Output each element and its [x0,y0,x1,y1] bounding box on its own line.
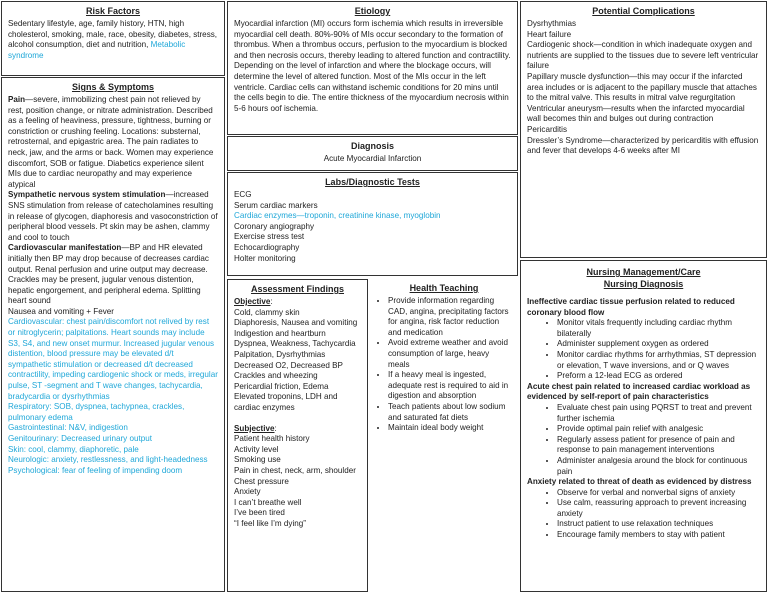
dx1-item: • Monitor cardiac rhythms for arrhythmias, ST depression or elevation, T wave inversions, and or Q waves [557,350,760,371]
dx3-item: • Encourage family members to stay with patient [557,530,760,541]
diagnosis-text: Acute Myocardial Infarction [323,154,422,163]
subjective-heading: Subjective: [234,423,277,433]
lab-item: Echocardiography [234,242,300,252]
nausea-line: Nausea and vomiting + Fever [8,306,114,316]
complication-line: Ventricular aneurysm—results when the infarcted myocardial wall becomes thin and bulges out during contraction [527,103,745,124]
pain-paragraph: Pain—severe, immobilizing chest pain not relieved by rest, position change, or nitrate administration. Described as a feeling of heaviness, pressure, tightness, burning or constriction or crushing feeling. Locations: substernal, retrosternal, and epigastric area. The pain radiates to neck, jaw, and the arms or back. Women may experience discomfort, SOB or fatigue. Diabetics experience silent MIs due to cardiac neuropathy and may experience atypical [8,95,214,189]
risk-factors-section [1,1,225,76]
blue-line-skin: Skin: cool, clammy, diaphoretic, pale [8,444,139,454]
blue-line-cardiovascular: Cardiovascular: chest pain/discomfort not relived by rest or nitroglycerin; palpitations. Heart sounds may include S3, S4, and new onset murmur. Increased jugular venous distention, blood pressure may be elevated d/t sympathetic stimulation or decreased d/t decreased contractility, impeding cardiogenic shock or meds, irregular pulse, ST -segment and T wave changes, tachycardia, bradycardia or dysrhythmias [8,317,218,401]
objective-item: Elevated troponins, LDH and cardiac enzymes [234,392,338,412]
teaching-item: • Maintain ideal body weight [388,423,512,434]
teaching-list [376,296,512,434]
complication-line: Dressler’s Syndrome—characterized by pericarditis with effusion and fever that develops 4-6 weeks after MI [527,135,759,156]
subjective-item: Pain in chest, neck, arm, shoulder [234,465,356,475]
metabolic-syndrome-link[interactable]: Metabolic syndrome [8,40,186,60]
subjective-item: Patient health history [234,434,310,444]
teaching-item: • Teach patients about low sodium and saturated fat diets [388,402,512,423]
subjective-item: Chest pressure [234,476,289,486]
signs-symptoms-title: Signs & Symptoms [71,82,154,92]
dx1-list [527,318,760,382]
objective-item: Cold, clammy skin [234,307,300,317]
nursing-subtitle: Nursing Diagnosis [603,279,684,289]
lab-item: Serum cardiac markers [234,200,318,210]
dx3-item: • Use calm, reassuring approach to prevent increasing anxiety [557,498,760,519]
subjective-item: I’ve been tired [234,508,285,518]
objective-item: Pericardial friction, Edema [234,381,329,391]
dx1-item: • Preform a 12-lead ECG as ordered [557,371,760,382]
complication-line: Papillary muscle dysfunction—this may occur if the infarcted area includes or is adjacent to the papillary muscle that attaches to the mitral valve. This results in mitral valve regurgitation [527,71,757,103]
objective-item: Dyspnea, Weakness, Tachycardia [234,339,356,349]
subjective-item: Anxiety [234,487,261,497]
dx3-item: • Observe for verbal and nonverbal signs of anxiety [557,488,760,499]
cv-paragraph: Cardiovascular manifestation—BP and HR elevated initially then BP may drop because of decreases cardiac output. Renal perfusion and urine output may decrease. Crackles may be present, jugular venous distention, hepatic engorgement, and peripheral edema. Splitting heart sound [8,243,209,306]
blue-line-genitourinary: Genitourinary: Decreased urinary output [8,434,152,443]
nursing-dx1: Ineffective cardiac tissue perfusion related to reduced coronary blood flow [527,297,735,317]
dx2-item: • Administer analgesia around the block for continuous pain [557,456,760,477]
signs-symptoms-section [1,77,225,592]
etiology-title: Etiology [354,6,391,16]
lab-item: ECG [234,190,252,199]
complications-section [520,1,767,258]
objective-item: Palpitation, Dysrhythmias [234,349,326,359]
labs-title: Labs/Diagnostic Tests [325,177,420,187]
diagnosis-title: Diagnosis [350,141,394,151]
teaching-item: • If a heavy meal is ingested, adequate rest is required to aid in digestion and absorption [388,370,512,402]
nursing-title: Nursing Management/Care [586,267,701,277]
nursing-dx3: Anxiety related to threat of death as evidenced by distress [527,477,752,487]
complication-line: Dysrhythmias [527,19,577,28]
labs-section [227,172,518,276]
lab-item: Coronary angiography [234,221,315,231]
subjective-item: Activity level [234,444,279,454]
teaching-item: • Avoid extreme weather and avoid consumption of large, heavy meals [388,338,512,370]
health-teaching-title: Health Teaching [409,283,479,293]
dx3-item: • Instruct patient to use relaxation techniques [557,519,760,530]
subjective-item: “I feel like I’m dying” [234,518,306,528]
objective-heading: Objective: [234,297,273,306]
dx2-item: • Regularly assess patient for presence of pain and response to pain management interventions [557,435,760,456]
dx2-item: • Provide optimal pain relief with analgesic [557,424,760,435]
nursing-section [520,260,767,592]
lab-item: Cardiac enzymes—troponin, creatinine kinase, myoglobin [234,211,441,221]
risk-factors-title: Risk Factors [85,6,141,16]
objective-item: Crackles and wheezing [234,371,318,381]
etiology-section [227,1,518,135]
blue-line-psychological: Psychological: fear of feeling of impending doom [8,465,183,475]
objective-item: Decreased O2, Decreased BP [234,360,343,370]
etiology-text: Myocardial infarction (MI) occurs form ischemia which results in irreversible myocardial cell death. 80%-90% of MIs occur secondary to the formation of thrombus. When a thrombus occurs, perfusion to the myocardium is blocked and then necrosis occurs, thereby leading to altered function and contractility. Depending on the level of infarction and where the blockage occurs, will determine the level of altered function. Most of the MIs occur in the left ventricle. Cardiac cells can withstand ischemic conditions for 20 mins until the cells begin to die. The entire thickness of the myocardium necrosis within 5-6 hours oof ischemia. [234,19,511,113]
objective-item: Indigestion and heartburn [234,328,326,338]
health-teaching-section [370,279,518,592]
assessment-section [227,279,368,592]
subjective-item: Smoking use [234,455,281,465]
blue-line-respiratory: Respiratory: SOB, dyspnea, tachypnea, crackles, pulmonary edema [8,402,185,422]
teaching-item: • Provide information regarding CAD, angina, precipitating factors for angina, risk factor reduction and medication [388,296,512,338]
complication-line: Heart failure [527,29,572,39]
dx2-item: • Evaluate chest pain using PQRST to treat and prevent further ischemia [557,403,760,424]
complication-line: Cardiogenic shock—condition in which inadequate oxygen and nutrients are supplied to the tissues due to severe left ventricular failure [527,40,759,71]
blue-line-neurologic: Neurologic: anxiety, restlessness, and light-headedness [8,455,208,465]
nursing-dx2: Acute chest pain related to increased cardiac workload as evidenced by self-report of pain characteristics [527,381,751,402]
lab-item: Exercise stress test [234,232,305,242]
diagnosis-section [227,136,518,171]
lab-item: Holter monitoring [234,253,296,263]
dx1-item: • Administer supplement oxygen as ordered [557,339,760,350]
complication-line: Pericarditis [527,124,568,134]
objective-item: Diaphoresis, Nausea and vomiting [234,318,358,328]
dx3-list [527,488,760,541]
assessment-title: Assessment Findings [250,284,345,294]
blue-line-gastrointestinal: Gastrointestinal: N&V, indigestion [8,423,128,433]
dx2-list [527,403,760,477]
risk-factors-text: Sedentary lifestyle, age, family history, HTN, high cholesterol, smoking, male, race, obesity, diabetes, stress, alcohol consumption, diet and nutrition, Metabolic syndrome [8,19,218,60]
dx1-item: • Monitor vitals frequently including cardiac rhythm bilaterally [557,318,760,339]
sns-paragraph: Sympathetic nervous system stimulation—increased SNS stimulation from release of catecholamines resulting in release of glycogen, diaphoresis and vasoconstriction of peripheral blood vessels. Pt skin may be ashen, clammy and cool to touch [8,190,218,242]
subjective-item: I can’t breathe well [234,497,302,507]
complications-title: Potential Complications [592,6,695,16]
